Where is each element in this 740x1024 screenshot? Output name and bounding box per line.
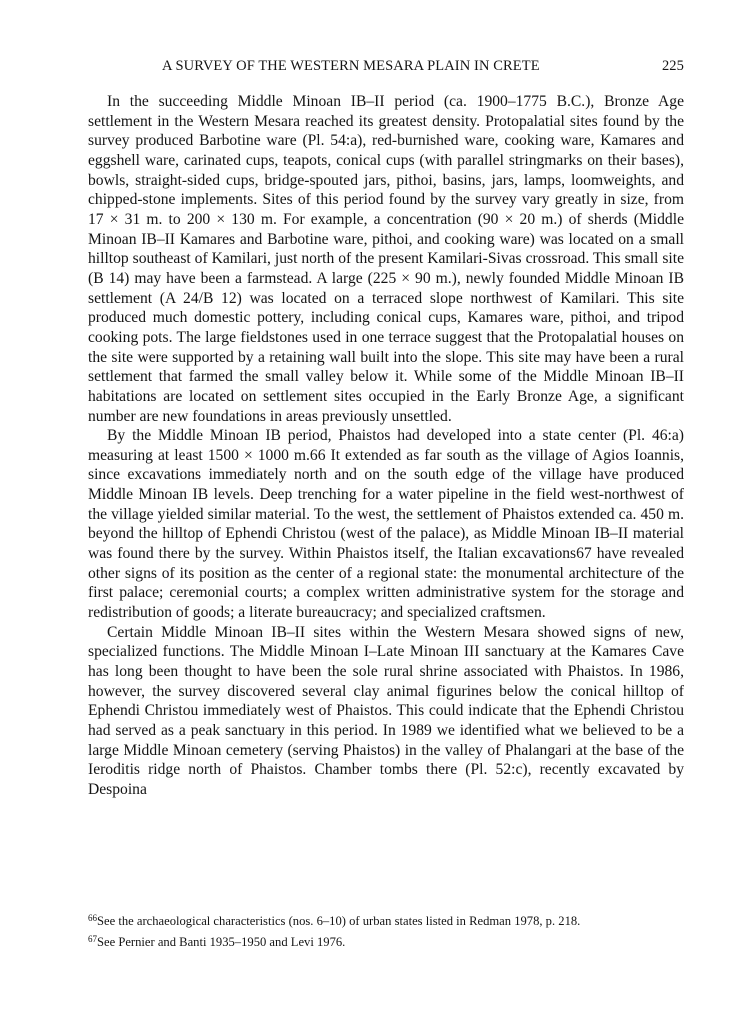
running-title: A SURVEY OF THE WESTERN MESARA PLAIN IN CRETE bbox=[162, 58, 540, 74]
footnote-mark: 67 bbox=[88, 933, 97, 944]
footnote bbox=[88, 931, 694, 952]
running-header bbox=[88, 58, 684, 80]
paragraph: Certain Middle Minoan IB–II sites within the Western Mesara showed signs of new, specialized functions. The Middle Minoan I–Late Minoan III sanctuary at the Kamares Cave has long been thought to have been the sole rural shrine associated with Phaistos. In 1986, however, the survey discovered several clay animal figurines below the conical hilltop of Ephendi Christou immediately west of Phaistos. This could indicate that the Ephendi Christou had served as a peak sanctuary in this period. In 1989 we identified what we believed to be a large Middle Minoan cemetery (serving Phaistos) in the valley of Phalangari at the base of the Ieroditis ridge north of Phaistos. Chamber tombs there (Pl. 52:c), recently excavated by Despoina bbox=[88, 623, 684, 798]
paragraph: In the succeeding Middle Minoan IB–II period (ca. 1900–1775 B.C.), Bronze Age settlement in the Western Mesara reached its greatest density. Protopalatial sites found by the survey produced Barbotine ware (Pl. 54:a), red-burnished ware, cooking ware, Kamares and eggshell ware, carinated cups, teapots, conical cups (with parallel stringmarks on their bases), bowls, straight-sided cups, bridge-spouted jars, pithoi, basins, jars, lamps, loomweights, and chipped-stone implements. Sites of this period found by the survey vary greatly in size, from 17 × 31 m. to 200 × 130 m. For example, a concentration (90 × 20 m.) of sherds (Middle Minoan IB–II Kamares and Barbotine ware, pithoi, and cooking ware) was located on a small hilltop southeast of Kamilari, just north of the present Kamilari-Sivas crossroad. This small site (B 14) may have been a farmstead. A large (225 × 90 m.), newly founded Middle Minoan IB settlement (A 24/B 12) was located on a terraced slope northwest of Kamilari. This site produced much domestic pottery, including conical cups, Kamares ware, pithoi, and tripod cooking pots. The large fieldstones used in one terrace suggest that the Protopalatial houses on the site were supported by a retaining wall built into the slope. This site may have been a rural settlement that farmed the small valley below it. While some of the Middle Minoan IB–II habitations are located on settlement sites occupied in the Early Bronze Age, a significant number are new foundations in areas previously unsettled. bbox=[88, 93, 684, 425]
paragraph: By the Middle Minoan IB period, Phaistos had developed into a state center (Pl. 46:a) measuring at least 1500 × 1000 m.66 It extended as far south as the village of Agios Ioannis, since excavations immediately north and on the south edge of the village have produced Middle Minoan IB levels. Deep trenching for a water pipeline in the field west-northwest of the village yielded similar material. To the west, the settlement of Phaistos extended ca. 450 m. beyond the hilltop of Ephendi Christou (west of the palace), as Middle Minoan IB–II material was found there by the survey. Within Phaistos itself, the Italian excavations67 have revealed other signs of its position as the center of a regional state: the monumental architecture of the first palace; ceremonial courts; a complex written administrative system for the storage and redistribution of goods; a literate bureaucracy; and specialized craftsmen. bbox=[88, 427, 684, 622]
page-number: 225 bbox=[661, 58, 684, 74]
footnote bbox=[88, 910, 694, 931]
body-text bbox=[88, 92, 684, 800]
footnote-text: See Pernier and Banti 1935–1950 and Levi 1976. bbox=[97, 934, 346, 949]
footnotes bbox=[88, 910, 694, 951]
footnote-mark: 66 bbox=[88, 913, 97, 923]
footnote-text: See the archaeological characteristics (nos. 6–10) of urban states listed in Redman 1978, p. 218. bbox=[97, 914, 581, 928]
